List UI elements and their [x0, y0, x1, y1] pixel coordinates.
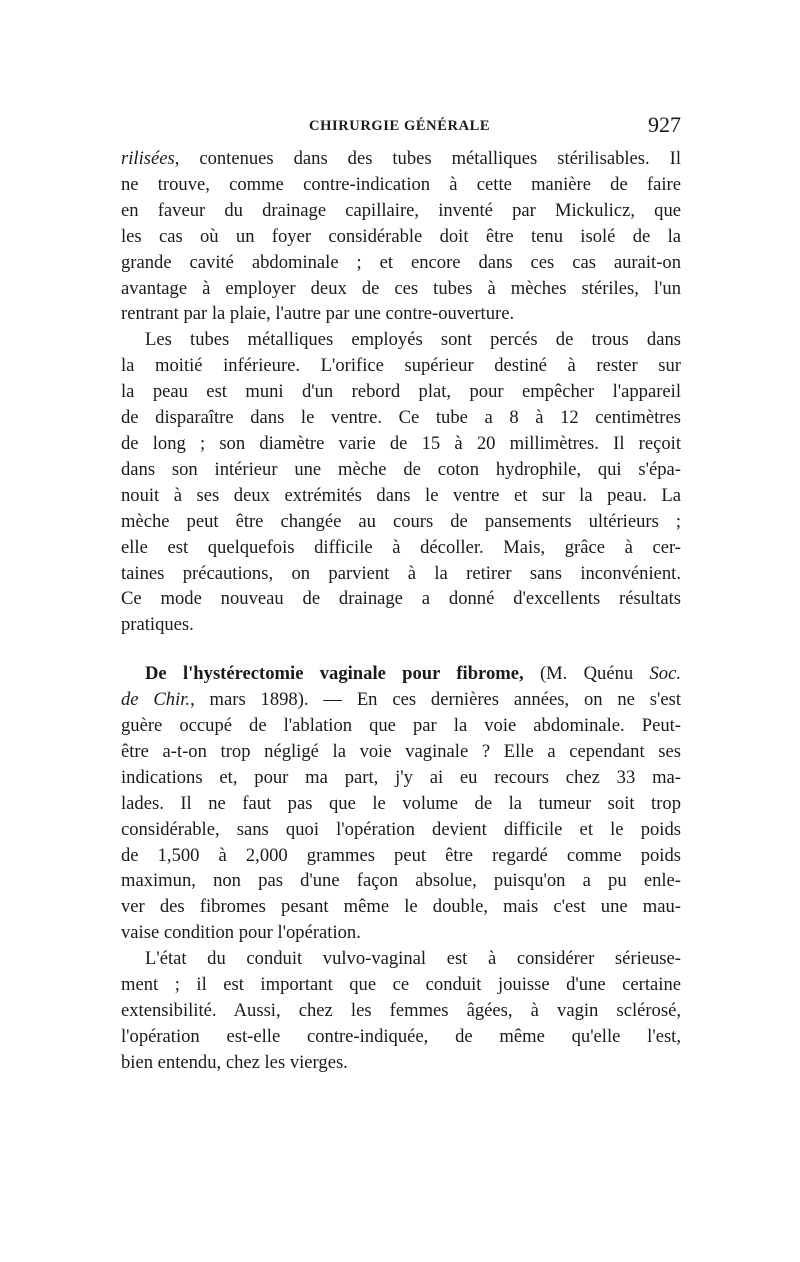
text-line: extensibilité. Aussi, chez les femmes âgées, à vagin sclérosé, [121, 1000, 681, 1021]
text-run: (M. Quénu [523, 663, 650, 685]
paragraph-metal-tubes [121, 327, 681, 638]
text-line: guère occupé de l'ablation que par la voie abdominale. Peut- [121, 715, 681, 737]
text-line: rentrant par la plaie, l'autre par une contre-ouverture. [121, 303, 515, 325]
text-line: de 1,500 à 2,000 grammes peut être regardé comme poids [121, 844, 681, 866]
text-line: L'état du conduit vulvo-vaginal est à considérer sérieuse- [145, 948, 681, 970]
text-line: elle est quelquefois difficile à décoller. Mais, grâce à cer- [121, 536, 681, 558]
text-line: maximun, non pas d'une façon absolue, puisqu'on a pu enle- [121, 870, 681, 892]
text-line: de long ; son diamètre varie de 15 à 20 millimètres. Il reçoit [121, 432, 681, 454]
text-line: ment ; il est important que ce conduit jouisse d'une certaine [121, 974, 681, 996]
text-line: Ce mode nouveau de drainage a donné d'excellents résultats [121, 588, 681, 610]
text-line: bien entendu, chez les vierges. [121, 1051, 348, 1073]
text-line: en faveur du drainage capillaire, inventé par Mickulicz, que [121, 199, 681, 221]
text-line: avantage à employer deux de ces tubes à mèches stériles, l'un [121, 277, 681, 299]
text-line: être a-t-on trop négligé la voie vaginale ? Elle a cependant ses [121, 740, 681, 762]
text-line: grande cavité abdominale ; et encore dans ces cas aurait-on [121, 251, 681, 273]
text-line: taines précautions, on parvient à la retirer sans inconvénient. [121, 562, 681, 584]
text-line: nouit à ses deux extrémités dans le ventre et sur la peau. La [121, 484, 681, 506]
text-line: pratiques. [121, 614, 194, 636]
book-page [121, 112, 681, 1076]
text-line [121, 661, 681, 687]
text-line: ne trouve, comme contre-indication à cette manière de faire [121, 173, 681, 195]
text-run: , contenues dans des tubes métalliques stérilisables. Il [174, 148, 681, 169]
section-title: De l'hystérectomie vaginale pour fibrome, [145, 663, 524, 685]
paragraph-vaginal-conduit [121, 946, 681, 1076]
text-line: mèche peut être changée au cours de pansements ultérieurs ; [121, 510, 681, 532]
text-line: dans son intérieur une mèche de coton hydrophile, qui s'épa- [121, 458, 681, 480]
text-line [121, 687, 681, 713]
text-line: lades. Il ne faut pas que le volume de la tumeur soit trop [121, 792, 681, 814]
text-line: vaise condition pour l'opération. [121, 922, 361, 944]
text-line: considérable, sans quoi l'opération devient difficile et le poids [121, 818, 681, 840]
text-line: Les tubes métalliques employés sont percés de trous dans [145, 329, 681, 351]
text-line [121, 146, 681, 172]
paragraph-drainage-tubes [121, 146, 681, 327]
text-line: de disparaître dans le ventre. Ce tube a 8 à 12 centimètres [121, 407, 681, 429]
section-spacer [121, 638, 681, 661]
text-line: les cas où un foyer considérable doit être tenu isolé de la [121, 225, 681, 247]
text-line: la moitié inférieure. L'orifice supérieur destiné à rester sur [121, 355, 681, 377]
italic-citation: Soc. [649, 663, 681, 685]
text-line: la peau est muni d'un rebord plat, pour empêcher l'appareil [121, 381, 681, 403]
running-title: CHIRURGIE GÉNÉRALE [309, 118, 491, 134]
paragraph-hysterectomy [121, 661, 681, 946]
page-number: 927 [648, 112, 681, 137]
page-header [121, 112, 681, 146]
text-line: l'opération est-elle contre-indiquée, de même qu'elle l'est, [121, 1025, 681, 1047]
text-line: indications et, pour ma part, j'y ai eu recours chez 33 ma- [121, 766, 681, 788]
text-run: , mars 1898). — En ces dernières années, on ne s'est [190, 689, 681, 711]
italic-word: rilisées [121, 148, 175, 169]
italic-citation: de Chir. [121, 689, 191, 711]
text-line: ver des fibromes pesant même le double, mais c'est une mau- [121, 896, 681, 918]
